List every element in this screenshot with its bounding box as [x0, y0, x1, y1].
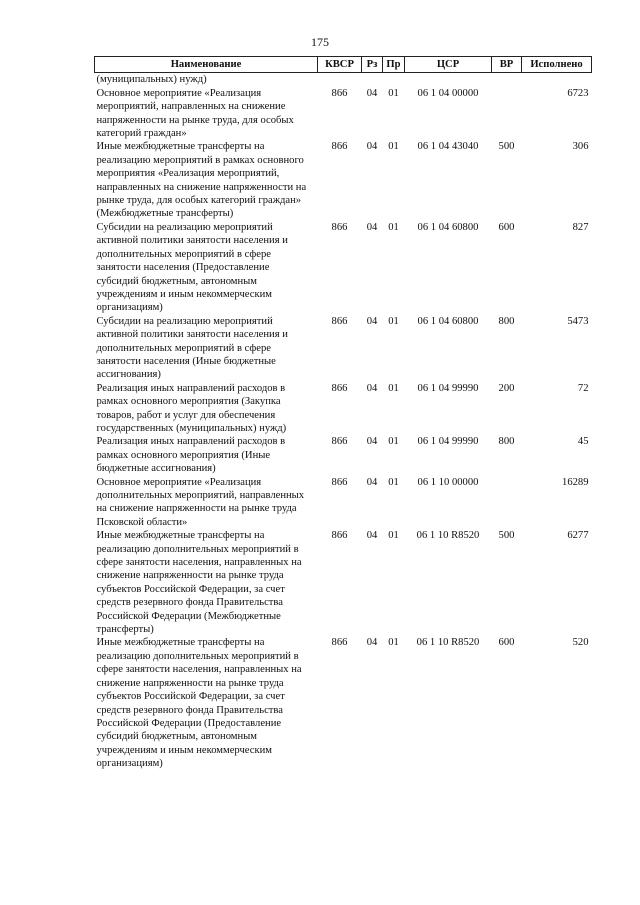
cell-pr: 01 [388, 436, 399, 448]
table-row [95, 140, 592, 220]
cell-rz: 04 [366, 87, 378, 99]
cell-pr: 01 [388, 476, 399, 488]
cell-vr: 500 [498, 141, 515, 153]
cell-csr: 06 1 04 60800 [417, 221, 479, 233]
table-header [95, 57, 592, 73]
cell-name: Иные межбюджетные трансферты на реализацию дополнительных мероприятий в сфере занятости населения, направленных на снижение напряженности на рынке труда субъектов Российской Федерации, за счет средств резервного фонда Правительства Российской Федерации (Межбюджетные трансферты) [96, 530, 302, 636]
cell-rz: 04 [366, 141, 378, 153]
cell-vr: 800 [498, 436, 515, 448]
cell-csr: 06 1 10 00000 [417, 476, 479, 488]
table-body [95, 73, 592, 771]
cell-rz: 04 [366, 530, 378, 542]
header-kvsr: КВСР [318, 57, 362, 73]
cell-csr: 06 1 10 R8520 [416, 637, 480, 649]
cell-pr: 01 [388, 382, 399, 394]
cell-name: Основное мероприятие «Реализация дополнительных мероприятий, направленных на снижение напряженности на рынке труда Псковской области» [96, 476, 305, 528]
cell-name: Основное мероприятие «Реализация мероприятий, направленных на снижение напряженности на рынке труда, для особых категорий граждан» [96, 87, 294, 140]
cell-vr [492, 87, 522, 141]
cell-kvsr: 866 [331, 87, 348, 99]
cell-kvsr: 866 [331, 141, 348, 153]
cell-pr: 01 [388, 221, 399, 233]
cell-rz: 04 [366, 476, 378, 488]
cell-done: 16289 [562, 476, 589, 488]
header-csr: ЦСР [405, 57, 492, 73]
continuation-text: (муниципальных) нужд) [96, 74, 207, 86]
cell-vr: 600 [498, 221, 515, 233]
cell-name: Реализация иных направлений расходов в рамках основного мероприятия (Закупка товаров, работ и услуг для обеспечения государственных (муниципальных) нужд) [96, 382, 287, 434]
table-row [95, 221, 592, 315]
table-row [95, 315, 592, 382]
cell-done: 6723 [567, 87, 589, 99]
header-vr: ВР [492, 57, 522, 73]
table-row [95, 636, 592, 770]
cell-kvsr: 866 [331, 221, 348, 233]
cell-csr: 06 1 04 00000 [417, 87, 479, 99]
cell-name: Иные межбюджетные трансферты на реализацию мероприятий в рамках основного мероприятия «Реализация мероприятий, направленных на снижение напряженности на рынке труда, для особых категорий граждан» (Межбюджетные трансферты) [96, 141, 307, 220]
cell-kvsr: 866 [331, 382, 348, 394]
cell-name: Иные межбюджетные трансферты на реализацию дополнительных мероприятий в сфере занятости населения, направленных на снижение напряженности на рынке труда субъектов Российской Федерации, за счет средств резервного фонда Правительства Российской Федерации (Предоставление субсидий бюджетным, автономным учреждениям и иным некоммерческим организациям) [96, 637, 302, 770]
cell-name: Субсидии на реализацию мероприятий активной политики занятости населения и дополнительных мероприятий в сфере занятости населения (Предоставление субсидий бюджетным, автономным учреждениям и иным некоммерческим организациям) [96, 221, 288, 314]
cell-done: 520 [572, 637, 589, 649]
cell-pr: 01 [388, 315, 399, 327]
cell-done: 45 [577, 436, 589, 448]
cell-done: 827 [572, 221, 589, 233]
cell-rz: 04 [366, 436, 378, 448]
continuation-row [95, 73, 592, 87]
cell-csr: 06 1 04 99990 [417, 382, 479, 394]
cell-vr: 200 [498, 382, 515, 394]
cell-done: 72 [577, 382, 589, 394]
cell-csr: 06 1 04 60800 [417, 315, 479, 327]
header-done: Исполнено [522, 57, 592, 73]
cell-vr: 500 [498, 530, 515, 542]
cell-rz: 04 [366, 382, 378, 394]
table-row [95, 87, 592, 141]
table-row [95, 529, 592, 636]
cell-kvsr: 866 [331, 637, 348, 649]
cell-kvsr: 866 [331, 315, 348, 327]
cell-name: Реализация иных направлений расходов в рамках основного мероприятия (Иные бюджетные ассигнования) [96, 436, 286, 475]
cell-pr: 01 [388, 87, 399, 99]
cell-vr [492, 476, 522, 530]
cell-csr: 06 1 04 43040 [417, 141, 479, 153]
cell-done: 6277 [567, 530, 589, 542]
cell-csr: 06 1 04 99990 [417, 436, 479, 448]
table-row [95, 382, 592, 436]
header-name: Наименование [95, 57, 318, 73]
cell-rz: 04 [366, 315, 378, 327]
cell-rz: 04 [366, 637, 378, 649]
cell-pr: 01 [388, 637, 399, 649]
page-number: 175 [311, 35, 329, 49]
cell-kvsr: 866 [331, 530, 348, 542]
cell-csr: 06 1 10 R8520 [416, 530, 480, 542]
cell-kvsr: 866 [331, 436, 348, 448]
cell-vr: 800 [498, 315, 515, 327]
budget-table [94, 56, 592, 771]
cell-done: 5473 [567, 315, 589, 327]
cell-pr: 01 [388, 530, 399, 542]
header-rz: Рз [362, 57, 383, 73]
cell-done: 306 [572, 141, 589, 153]
cell-vr: 600 [498, 637, 515, 649]
header-pr: Пр [383, 57, 405, 73]
cell-rz: 04 [366, 221, 378, 233]
cell-pr: 01 [388, 141, 399, 153]
cell-kvsr: 866 [331, 476, 348, 488]
table-row [95, 435, 592, 475]
table-row [95, 476, 592, 530]
cell-name: Субсидии на реализацию мероприятий активной политики занятости населения и дополнительных мероприятий в сфере занятости населения (Иные бюджетные ассигнования) [96, 315, 288, 381]
